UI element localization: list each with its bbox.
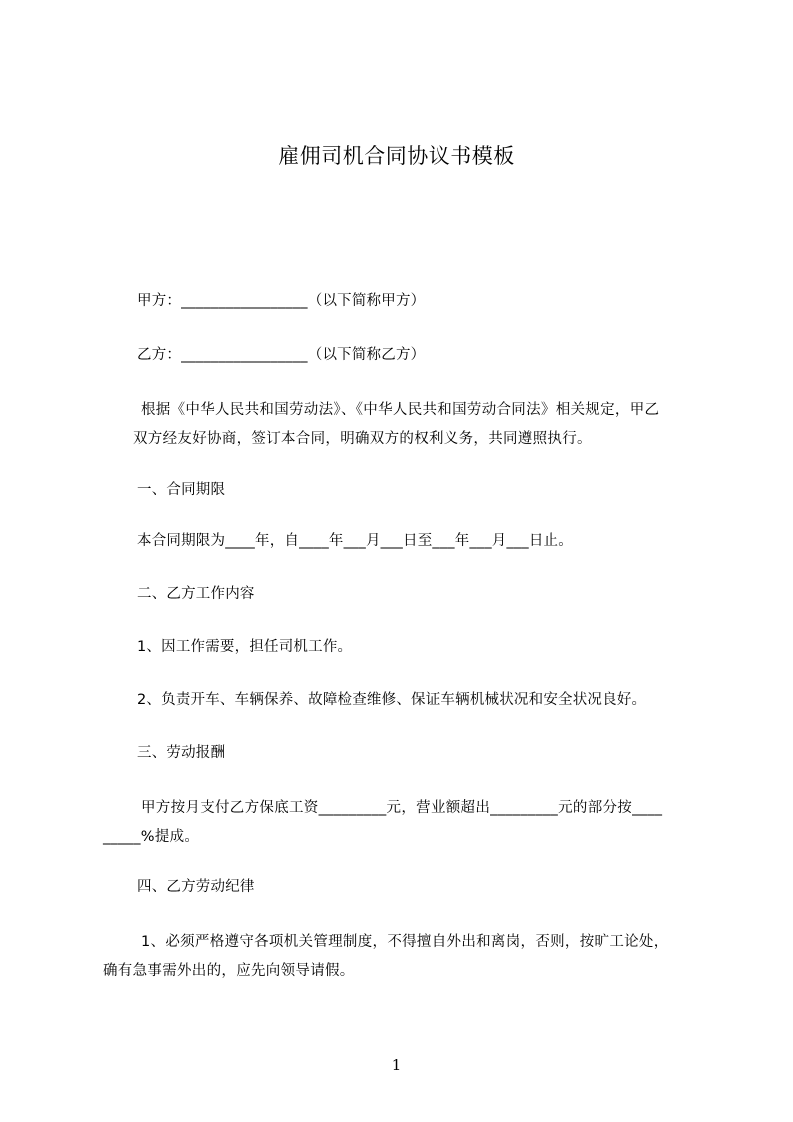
section-4-item-1-line-1: 1、必须严格遵守各项机关管理制度，不得擅自外出和离岗，否则，按旷工论处，: [141, 934, 669, 950]
section-4-item-1: [103, 928, 701, 986]
section-3-line-1: 甲方按月支付乙方保底工资_________元，营业额超出_________元的部分按____: [141, 800, 663, 816]
page-number: 1: [391, 1056, 402, 1074]
section-3-paragraph: [103, 794, 701, 852]
section-1-text: 本合同期限为____年，自____年___月___日至___年___月___日止。: [137, 533, 573, 549]
party-b-line: 乙方：_________________（以下简称乙方）: [137, 347, 426, 363]
intro-paragraph: [133, 396, 701, 454]
section-4-item-1-line-2: 确有急事需外出的，应先向领导请假。: [103, 963, 355, 979]
document-title: 雇佣司机合同协议书模板: [278, 144, 515, 168]
section-2-item-2: 2、负责开车、车辆保养、故障检查维修、保证车辆机械状况和安全状况良好。: [137, 692, 647, 708]
section-3-line-2: _____%提成。: [103, 829, 200, 845]
section-4-heading: 四、乙方劳动纪律: [137, 879, 255, 895]
section-2-heading: 二、乙方工作内容: [137, 586, 255, 602]
section-2-item-1: 1、因工作需要，担任司机工作。: [137, 639, 353, 655]
party-a-line: 甲方：_________________（以下简称甲方）: [137, 293, 426, 309]
intro-line-2: 双方经友好协商，签订本合同，明确双方的权利义务，共同遵照执行。: [133, 431, 592, 447]
intro-line-1: 根据《中华人民共和国劳动法》、《中华人民共和国劳动合同法》相关规定，甲乙: [141, 402, 660, 418]
section-3-heading: 三、劳动报酬: [137, 745, 226, 761]
section-1-heading: 一、合同期限: [137, 482, 226, 498]
